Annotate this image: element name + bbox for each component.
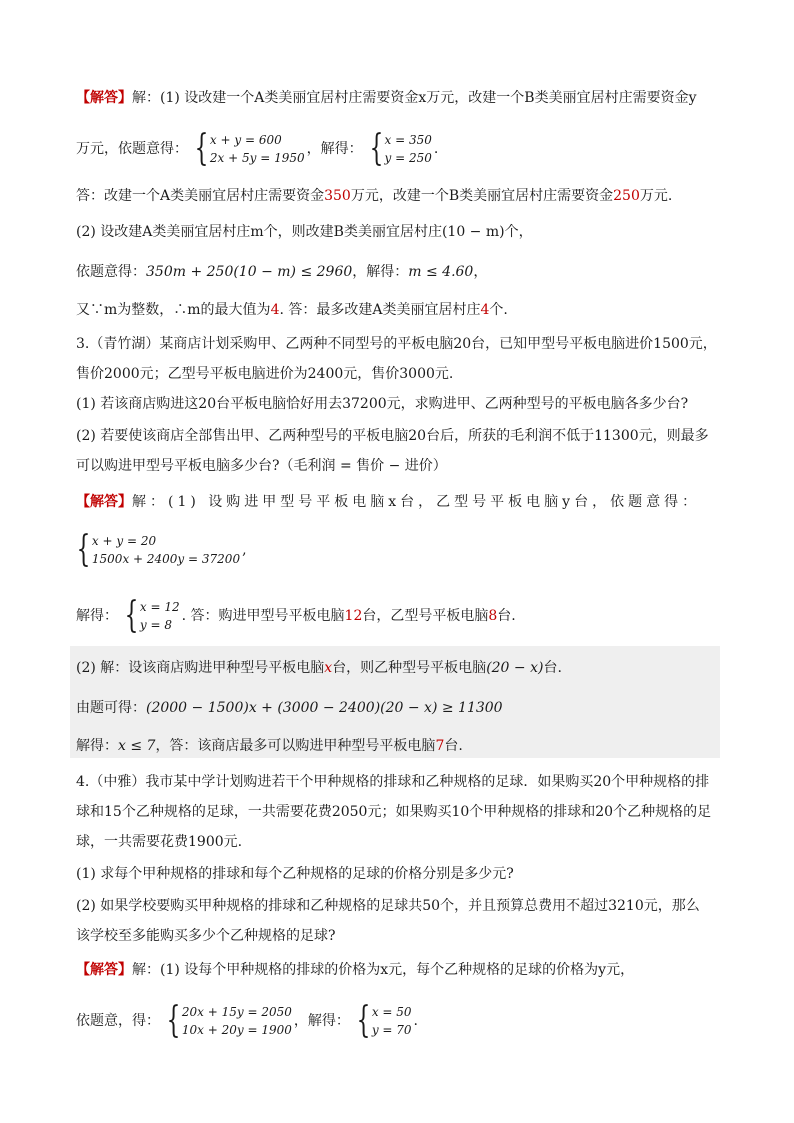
text: (2) 解：设该商店购进甲种型号平板电脑 xyxy=(76,660,325,676)
solution-system xyxy=(352,1000,412,1041)
text: 台. xyxy=(497,608,516,624)
equation-system xyxy=(190,128,305,169)
text-prefix: 解得： xyxy=(76,608,118,624)
text: ，解得： xyxy=(352,264,409,280)
question-3-line-2: 售价2000元；乙型号平板电脑进价为2400元，售价3000元. xyxy=(76,366,454,382)
question-3-part-1: (1) 若该商店购进这20台平板电脑恰好用去37200元，求购进甲、乙两种型号的平板电脑各多少台? xyxy=(76,396,689,412)
question-3-answer-system xyxy=(76,530,726,570)
solution-system xyxy=(365,128,432,169)
inequality: 350m + 250(10 − m) ≤ 2960 xyxy=(146,264,353,280)
text: 台，乙型号平板电脑 xyxy=(362,608,489,624)
text-prefix: 万元，依题意得： xyxy=(76,141,188,157)
answer-line-5 xyxy=(76,262,726,282)
text-mid: ，解得： xyxy=(306,141,363,157)
answer-value: 12 xyxy=(344,608,363,624)
equation-row: 1500x + 2400y = 37200 xyxy=(91,552,241,566)
brace-icon: { xyxy=(166,1000,181,1041)
text: 台. xyxy=(444,738,463,754)
equation-row: 20x + 15y = 2050 xyxy=(181,1005,292,1019)
question-3-answer-line-1 xyxy=(76,492,726,512)
answer-line-2 xyxy=(76,128,726,170)
question-3-part-2-answer-line-2 xyxy=(76,698,726,718)
answer-value: 250 xyxy=(613,188,640,204)
text: 万元，改建一个B类美丽宜居村庄需要资金 xyxy=(350,188,614,204)
answer-line-1 xyxy=(76,88,726,108)
text-prefix: 依题意，得： xyxy=(76,1013,160,1029)
equation-row: x = 12 xyxy=(139,600,180,614)
solution-system xyxy=(120,595,180,636)
inequality: m ≤ 4.60 xyxy=(408,264,474,280)
text: 解得： xyxy=(76,738,118,754)
brace-icon: { xyxy=(194,128,209,169)
answer-text: 解：(1) 设改建一个A类美丽宜居村庄需要资金x万元，改建一个B类美丽宜居村庄需要资金y xyxy=(132,90,697,106)
question-3-part-2-answer-line-3 xyxy=(76,736,726,756)
text: ， xyxy=(473,264,488,280)
text: 个. xyxy=(489,302,508,318)
equation-row: y = 250 xyxy=(384,151,432,165)
question-4-part-1: (1) 求每个甲种规格的排球和每个乙种规格的足球的价格分别是多少元? xyxy=(76,866,514,882)
question-4-part-2-cont: 该学校至多能购买多少个乙种规格的足球? xyxy=(76,928,336,944)
equation-row: x = 50 xyxy=(371,1005,412,1019)
answer-text: 解：(1) 设购进甲型号平板电脑x台，乙型号平板电脑y台，依题意得： xyxy=(132,494,701,510)
question-3-part-2-answer-line-1 xyxy=(76,658,726,678)
brace-icon: { xyxy=(356,1000,371,1041)
question-4-line-2: 球和15个乙种规格的足球，一共需要花费2050元；如果购买10个甲种规格的排球和20个乙种规格的足 xyxy=(76,804,712,820)
question-4-line-1: 4.（中雅）我市某中学计划购进若干个甲种规格的排球和乙种规格的足球．如果购买20个甲种规格的排 xyxy=(76,774,710,790)
question-4-answer-line-2 xyxy=(76,1000,726,1042)
text-mid: ，解得： xyxy=(293,1013,350,1029)
inequality: x ≤ 7 xyxy=(118,738,156,754)
text: . 答：最多改建A类美丽宜居村庄 xyxy=(279,302,481,318)
answer-line-3 xyxy=(76,186,726,206)
text-end: . xyxy=(433,141,439,157)
equation-row: x = 350 xyxy=(384,133,432,147)
answer-line-6 xyxy=(76,300,726,320)
equation-row: x + y = 20 xyxy=(91,534,157,548)
question-4-answer-line-1 xyxy=(76,960,726,980)
brace-icon: { xyxy=(124,595,139,636)
text: 台. xyxy=(543,660,562,676)
question-4-part-2: (2) 如果学校要购买甲种规格的排球和乙种规格的足球共50个，并且预算总费用不超过3210元，那么 xyxy=(76,898,700,914)
equation-row: 10x + 20y = 1900 xyxy=(181,1023,292,1037)
text: 答：改建一个A类美丽宜居村庄需要资金 xyxy=(76,188,325,204)
text: . 答：购进甲型号平板电脑 xyxy=(181,608,345,624)
answer-text: 解：(1) 设每个甲种规格的排球的价格为x元，每个乙种规格的足球的价格为y元， xyxy=(132,962,635,978)
variable: x xyxy=(324,660,333,676)
brace-icon: { xyxy=(76,529,91,570)
text: ，答：该商店最多可以购进甲种型号平板电脑 xyxy=(155,738,436,754)
answer-label: 【解答】 xyxy=(76,494,132,510)
equation-row: x + y = 600 xyxy=(209,133,282,147)
answer-value: 8 xyxy=(488,608,498,624)
answer-label: 【解答】 xyxy=(76,962,132,978)
answer-value: 7 xyxy=(435,738,445,754)
answer-line-4: (2) 设改建A类美丽宜居村庄m个，则改建B类美丽宜居村庄(10 − m)个， xyxy=(76,224,533,240)
text: 依题意得： xyxy=(76,264,146,280)
inequality: (2000 − 1500)x + (3000 − 2400)(20 − x) ≥ 11300 xyxy=(146,700,503,716)
question-3-part-2-cont: 可以购进甲型号平板电脑多少台?（毛利润 = 售价 − 进价） xyxy=(76,458,447,474)
question-3-line-1: 3.（青竹湖）某商店计划采购甲、乙两种不同型号的平板电脑20台，已知甲型号平板电脑进价1500元， xyxy=(76,336,717,352)
question-3-part-2: (2) 若要使该商店全部售出甲、乙两种型号的平板电脑20台后，所获的毛利润不低于11300元，则最多 xyxy=(76,428,709,444)
equation-row: 2x + 5y = 1950 xyxy=(209,151,305,165)
answer-value: 350 xyxy=(324,188,351,204)
answer-value: 4 xyxy=(270,302,280,318)
question-3-answer-line-2 xyxy=(76,596,726,636)
text: 又∵m为整数，∴m的最大值为 xyxy=(76,302,271,318)
text: 台，则乙种型号平板电脑 xyxy=(332,660,487,676)
answer-value: 4 xyxy=(480,302,490,318)
text: 由题可得： xyxy=(76,700,146,716)
text: 万元. xyxy=(639,188,673,204)
text-end: . xyxy=(413,1013,418,1029)
equation-row: y = 70 xyxy=(371,1023,412,1037)
expression: (20 − x) xyxy=(486,660,544,676)
equation-system xyxy=(72,529,241,570)
brace-icon: { xyxy=(369,128,383,169)
text-end: , xyxy=(242,542,247,558)
question-4-line-3: 球，一共需要花费1900元. xyxy=(76,834,243,850)
equation-row: y = 8 xyxy=(139,618,173,632)
answer-label: 【解答】 xyxy=(76,90,132,106)
equation-system xyxy=(162,1000,292,1041)
